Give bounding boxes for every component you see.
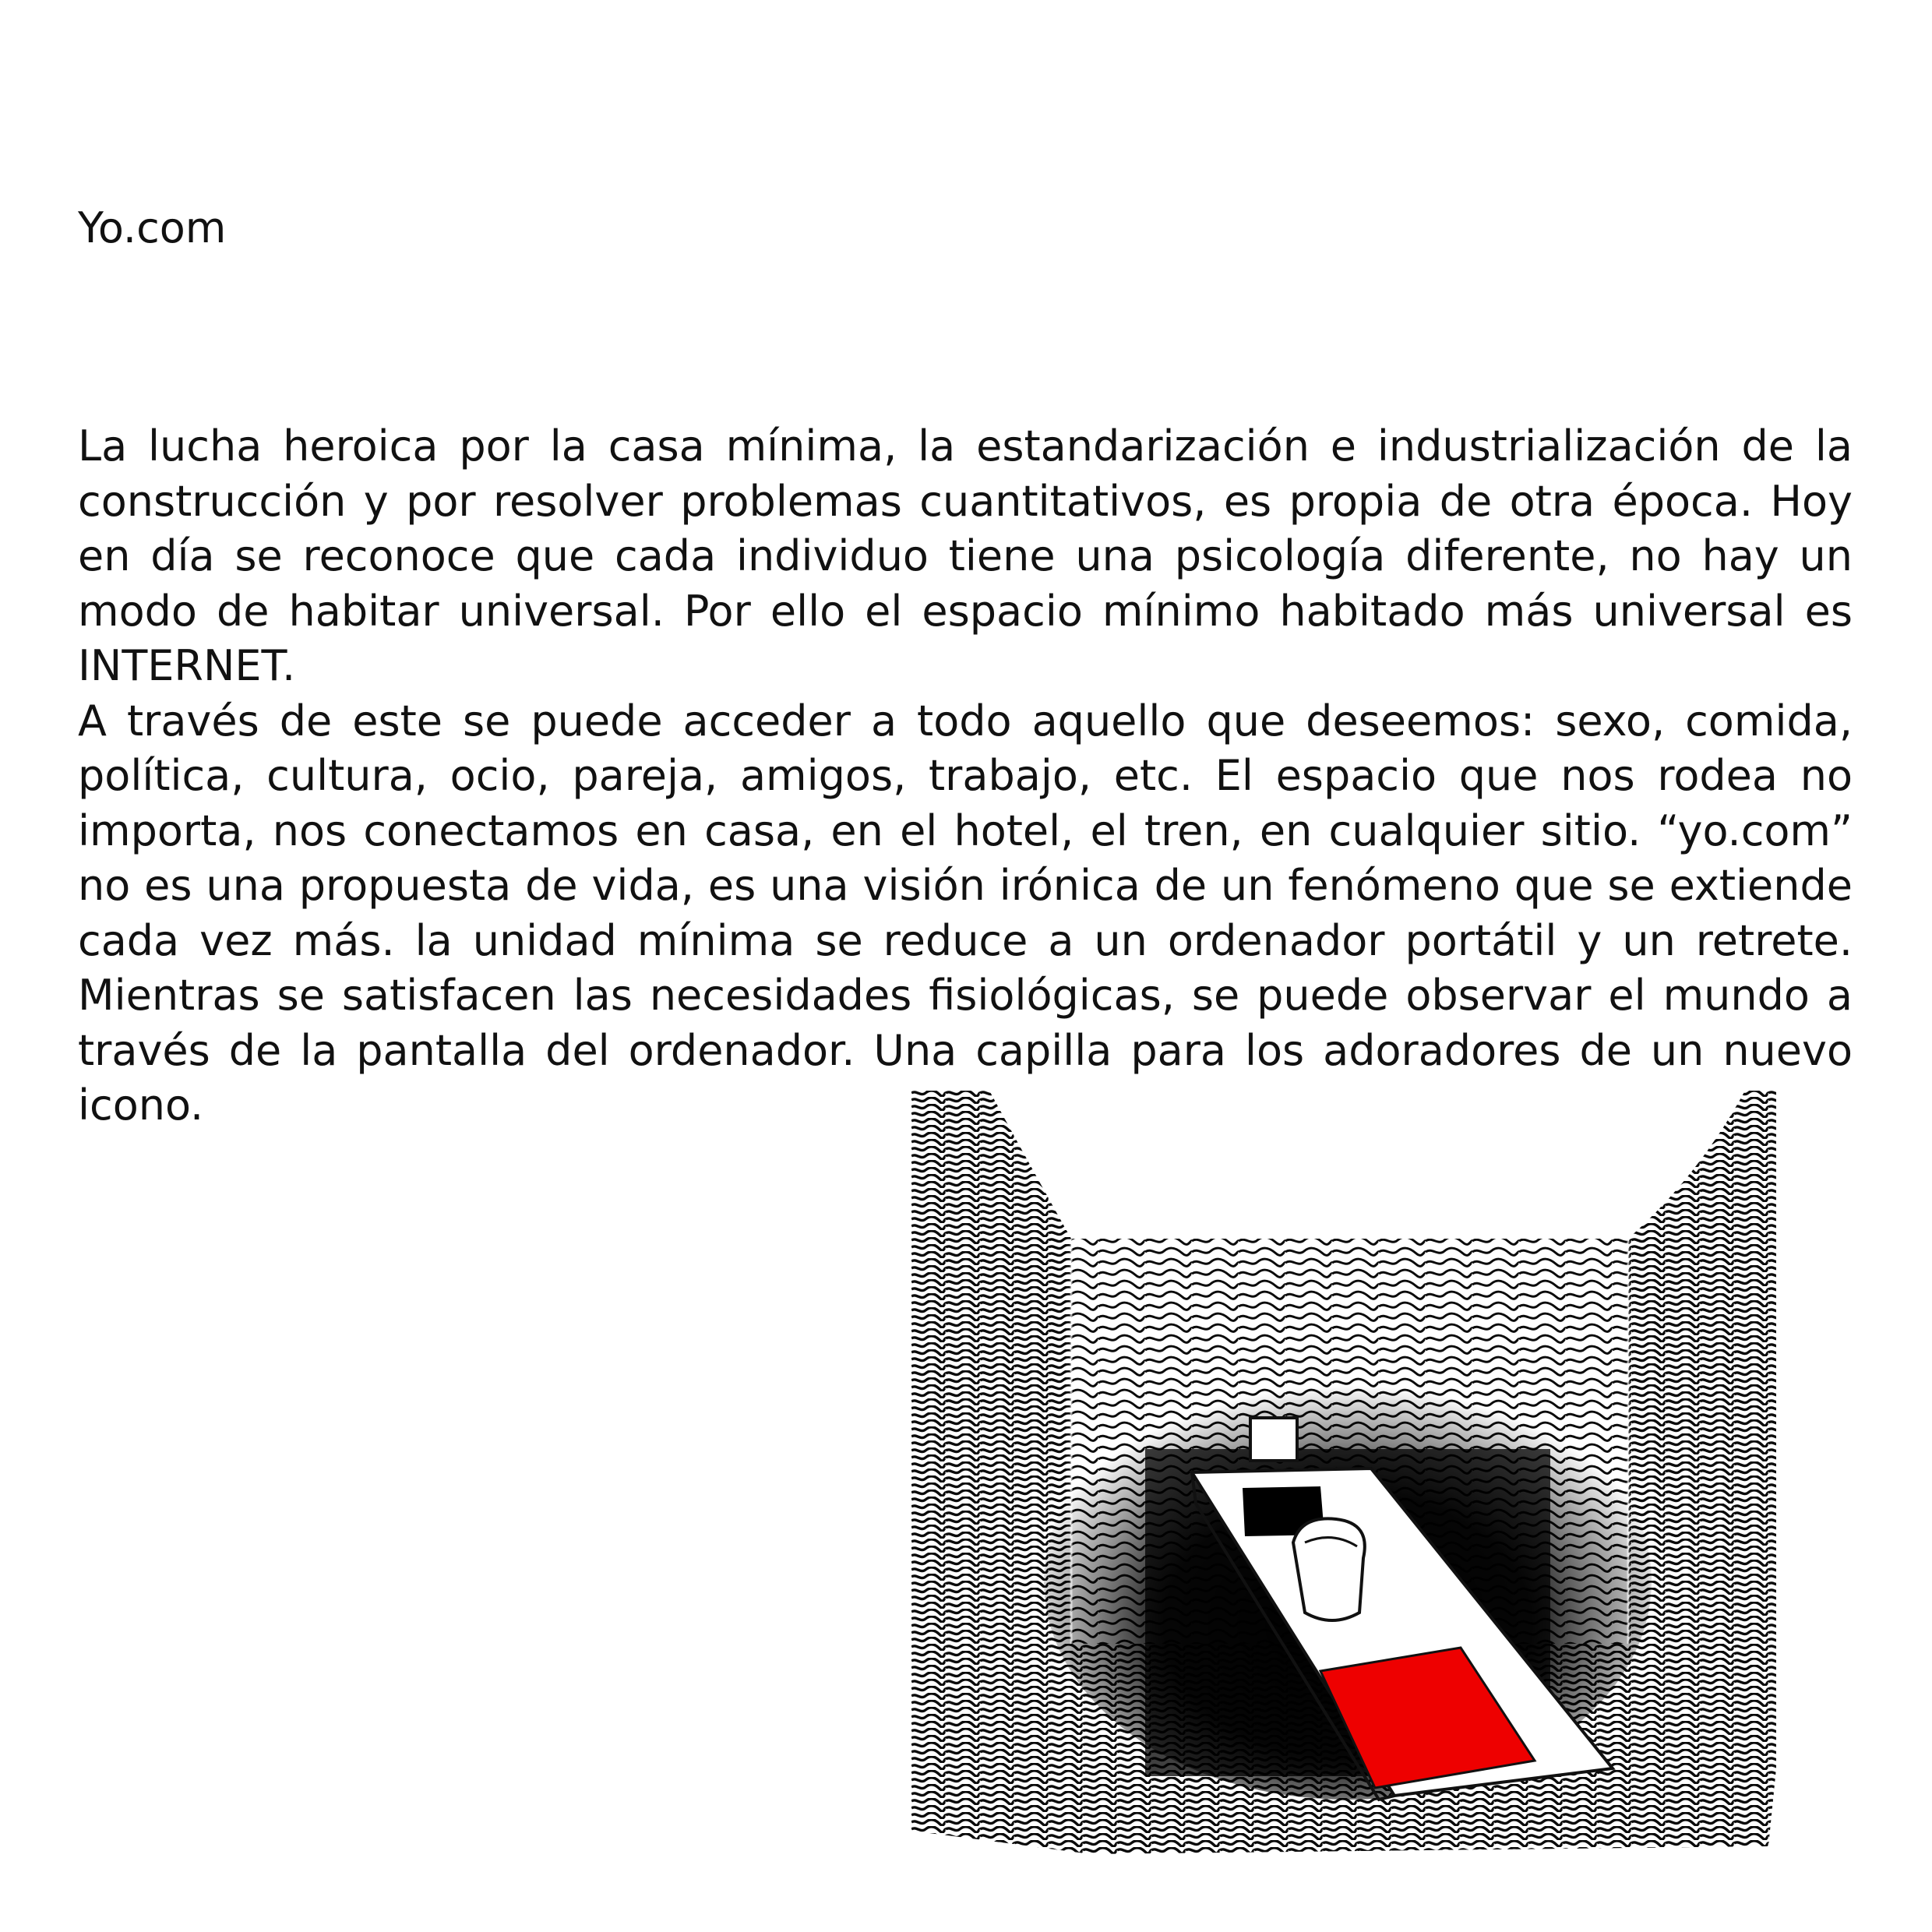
toilet-tank <box>1250 1418 1297 1461</box>
paragraph-2: A través de este se puede acceder a todo aquello que deseemos: sexo, comida, política, cultura, ocio, pareja, amigos, trabajo, etc. El espacio que nos rodea no importa, nos conectamos en casa, en el hotel, el tren, en cualquier sitio. “yo.com” no es una propuesta de vida, es una visión irónica de un fenómeno que se extiende cada vez más. la unidad mínima se reduce a un ordenador portátil y un retrete. Mientras se satisfacen las necesidades fisiológicas, se puede observar el mundo a través de la pantalla del ordenador. Una capilla para los adoradores de un nuevo icono. <box>78 696 1853 1130</box>
body-text <box>78 419 1853 1133</box>
paragraph-1: La lucha heroica por la casa mínima, la estandarización e industrialización de la construcción y por resolver problemas cuantitativos, es propia de otra época. Hoy en día se reconoce que cada individuo tiene una psicología diferente, no hay un modo de habitar universal. Por ello el espacio mínimo habitado más universal es INTERNET. <box>78 421 1853 690</box>
room-sketch-illustration <box>911 1083 1792 1854</box>
page-title: Yo.com <box>78 203 227 252</box>
toilet-bowl <box>1293 1518 1365 1620</box>
left-wall <box>911 1091 1071 1722</box>
